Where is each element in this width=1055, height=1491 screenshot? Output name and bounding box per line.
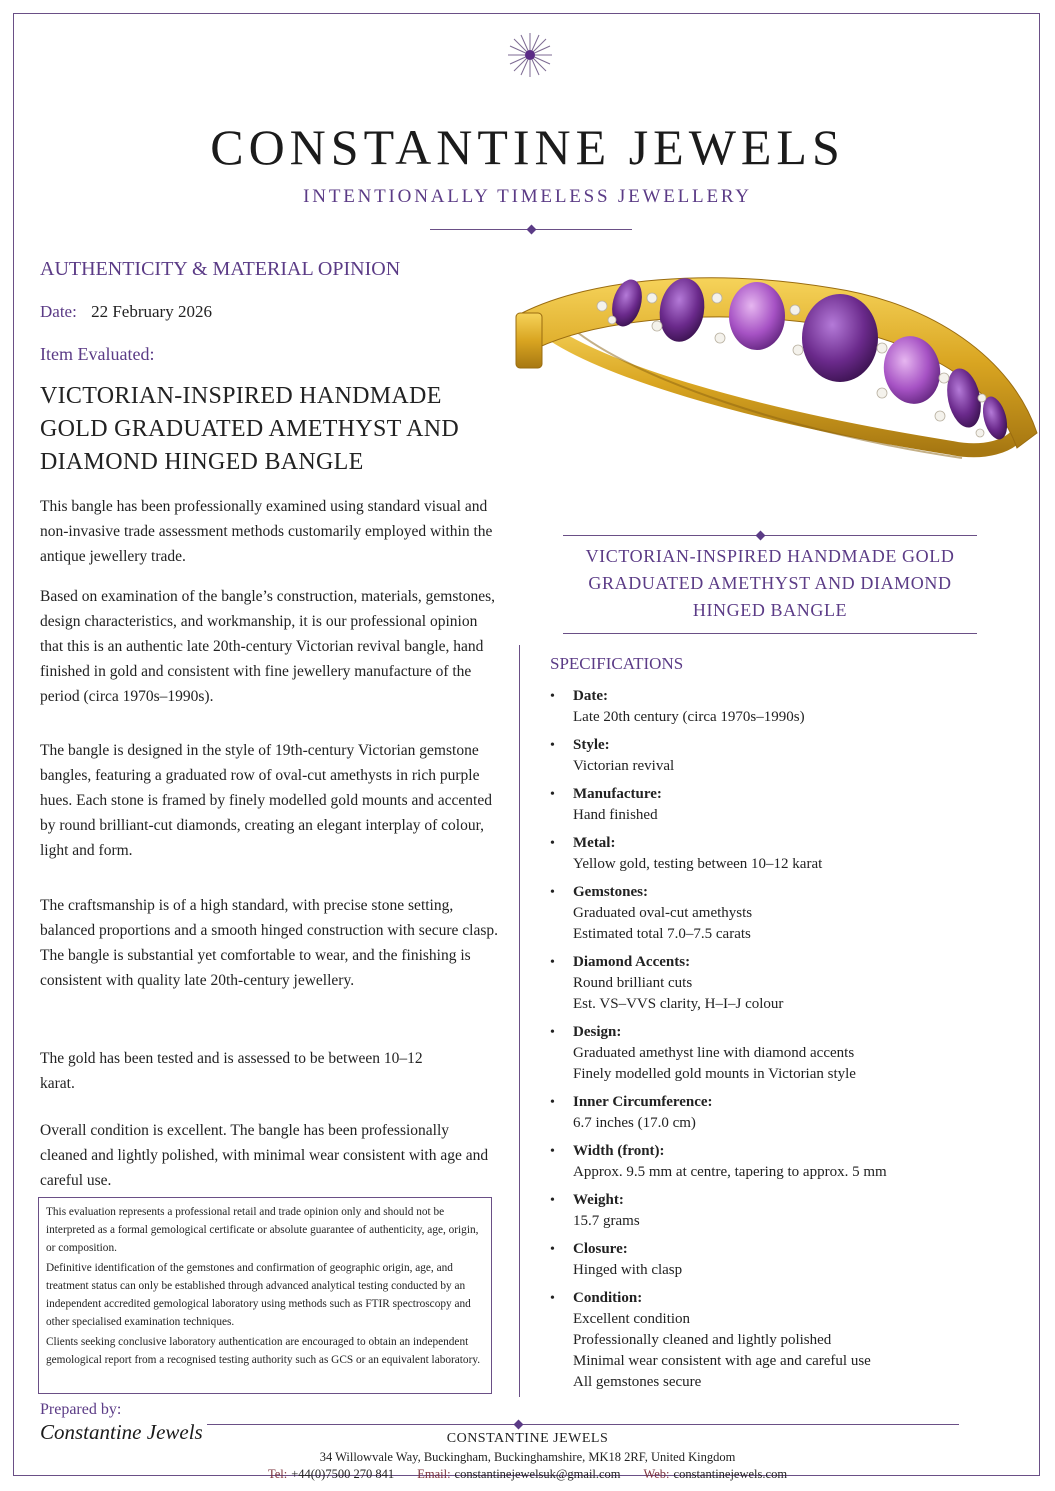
spec-label: Diamond Accents: [573, 954, 691, 970]
spec-value: Graduated oval-cut amethysts [573, 905, 753, 921]
bullet-icon: • [550, 1144, 555, 1159]
bullet-icon: • [550, 955, 555, 970]
starburst-logo-icon [507, 32, 553, 78]
bullet-icon: • [550, 1242, 555, 1257]
spec-value: 6.7 inches (17.0 cm) [573, 1115, 696, 1131]
spec-item [550, 952, 1020, 1015]
footer-divider [207, 1424, 959, 1425]
card-item-title: VICTORIAN-INSPIRED HANDMADE GOLD GRADUATED AMETHYST AND DIAMOND HINGED BANGLE [585, 546, 955, 620]
spec-value: Estimated total 7.0–7.5 carats [573, 926, 751, 942]
card-divider-top [563, 535, 977, 536]
web-link[interactable]: constantinejewels.com [673, 1467, 788, 1481]
spec-item [550, 1092, 1020, 1134]
web-label: Web: [643, 1467, 670, 1481]
bangle-photo [512, 258, 1047, 528]
bullet-icon: • [550, 1025, 555, 1040]
spec-item [550, 882, 1020, 945]
brand-name: CONSTANTINE JEWELS [210, 119, 845, 175]
spec-label: Gemstones: [573, 884, 648, 900]
spec-value: All gemstones secure [573, 1374, 702, 1390]
spec-item [550, 1141, 1020, 1183]
spec-item [550, 735, 1020, 777]
footer-address: 34 Willowvale Way, Buckingham, Buckinghamshire, MK18 2RF, United Kingdom [319, 1450, 736, 1464]
specifications-heading: SPECIFICATIONS [550, 654, 684, 673]
spec-label: Condition: [573, 1290, 643, 1306]
paragraph-gold-test: The gold has been tested and is assessed to be between 10–12 karat. [40, 1050, 423, 1092]
tel-label: Tel: [267, 1467, 288, 1481]
bullet-icon: • [550, 885, 555, 900]
disclaimer-text: Clients seeking conclusive laboratory authentication are encouraged to obtain an independent gemological report from a recognised testing authority such as GCS or an equivalent laboratory. [46, 1336, 481, 1366]
spec-item [550, 1288, 1020, 1393]
spec-label: Date: [573, 688, 608, 704]
bullet-icon: • [550, 836, 555, 851]
disclaimer-text: Definitive identification of the gemstones and confirmation of geographic origin, age, and treatment status can only be established through advanced analytical testing conducted by an independent accredited gemological laboratory using methods such as FTIR spectroscopy and other specialised examination techniques. [46, 1262, 471, 1328]
specifications-list [550, 686, 1020, 1400]
bullet-icon: • [550, 1291, 555, 1306]
paragraph-craftsmanship: The craftsmanship is of a high standard, with precise stone setting, balanced proportions and a smooth hinged construction with secure clasp. The bangle is substantial yet comfortable to wear, and the finishing is consistent with quality late 20th-century jewellery. [40, 897, 498, 989]
bullet-icon: • [550, 738, 555, 753]
date-value: 22 February 2026 [91, 302, 212, 321]
report-date [40, 302, 212, 322]
email-link[interactable]: constantinejewelsuk@gmail.com [454, 1467, 621, 1481]
spec-item [550, 1239, 1020, 1281]
footer-contact [0, 1467, 1055, 1482]
spec-item [550, 833, 1020, 875]
paragraph-examination: This bangle has been professionally examined using standard visual and non-invasive trade assessment methods customarily employed within the antique jewellery trade. [40, 498, 493, 565]
item-title: VICTORIAN-INSPIRED HANDMADE GOLD GRADUATED AMETHYST AND DIAMOND HINGED BANGLE [40, 383, 459, 475]
date-label: Date: [40, 302, 77, 321]
spec-value: Graduated amethyst line with diamond accents [573, 1045, 855, 1061]
card-divider-bottom [563, 633, 977, 634]
spec-value: Finely modelled gold mounts in Victorian style [573, 1066, 856, 1082]
paragraph-design: The bangle is designed in the style of 19th-century Victorian gemstone bangles, featuring a graduated row of oval-cut amethysts in rich purple hues. Each stone is framed by finely modelled gold mounts and accented by round brilliant-cut diamonds, creating an elegant interplay of colour, light and form. [40, 742, 492, 859]
spec-value: Yellow gold, testing between 10–12 karat [573, 856, 823, 872]
spec-value: Approx. 9.5 mm at centre, tapering to approx. 5 mm [573, 1164, 887, 1180]
bullet-icon: • [550, 1193, 555, 1208]
spec-label: Weight: [573, 1192, 624, 1208]
spec-value: 15.7 grams [573, 1213, 640, 1229]
spec-value: Est. VS–VVS clarity, H–I–J colour [573, 996, 784, 1012]
spec-label: Manufacture: [573, 786, 662, 802]
prepared-by-label: Prepared by: [40, 1401, 122, 1418]
spec-item [550, 686, 1020, 728]
spec-value: Late 20th century (circa 1970s–1990s) [573, 709, 805, 725]
bullet-icon: • [550, 1095, 555, 1110]
spec-item [550, 1190, 1020, 1232]
spec-label: Design: [573, 1024, 622, 1040]
footer-company: CONSTANTINE JEWELS [446, 1431, 609, 1446]
spec-value: Minimal wear consistent with age and careful use [573, 1353, 871, 1369]
spec-item [550, 784, 1020, 826]
spec-label: Style: [573, 737, 610, 753]
spec-label: Metal: [573, 835, 616, 851]
email-label: Email: [417, 1467, 451, 1481]
prepared-by-signature: Constantine Jewels [40, 1420, 203, 1444]
spec-value: Victorian revival [573, 758, 675, 774]
spec-value: Hand finished [573, 807, 658, 823]
bullet-icon: • [550, 787, 555, 802]
tel-value[interactable]: +44(0)7500 270 841 [291, 1467, 395, 1481]
spec-value: Hinged with clasp [573, 1262, 683, 1278]
spec-label: Width (front): [573, 1143, 665, 1159]
spec-item [550, 1022, 1020, 1085]
column-divider [519, 645, 520, 1397]
spec-value: Excellent condition [573, 1311, 691, 1327]
report-heading: AUTHENTICITY & MATERIAL OPINION [40, 258, 401, 280]
spec-label: Closure: [573, 1241, 628, 1257]
spec-value: Round brilliant cuts [573, 975, 693, 991]
paragraph-condition: Overall condition is excellent. The bangle has been professionally cleaned and lightly polished, with minimal wear consistent with age and careful use. [40, 1122, 489, 1189]
disclaimer-box [38, 1197, 492, 1394]
spec-label: Inner Circumference: [573, 1094, 713, 1110]
paragraph-opinion: Based on examination of the bangle’s construction, materials, gemstones, design characteristics, and workmanship, it is our professional opinion that this is an authentic late 20th-century Victorian revival bangle, hand finished in gold and consistent with fine jewellery manufacture of the period (circa 1970s–1990s). [40, 588, 495, 705]
disclaimer-text: This evaluation represents a professional retail and trade opinion only and should not be interpreted as a formal gemological certificate or absolute guarantee of authenticity, age, origin, or composition. [46, 1206, 479, 1254]
spec-value: Professionally cleaned and lightly polished [573, 1332, 832, 1348]
item-evaluated-label: Item Evaluated: [40, 344, 155, 364]
bullet-icon: • [550, 689, 555, 704]
brand-tagline: INTENTIONALLY TIMELESS JEWELLERY [303, 186, 752, 207]
